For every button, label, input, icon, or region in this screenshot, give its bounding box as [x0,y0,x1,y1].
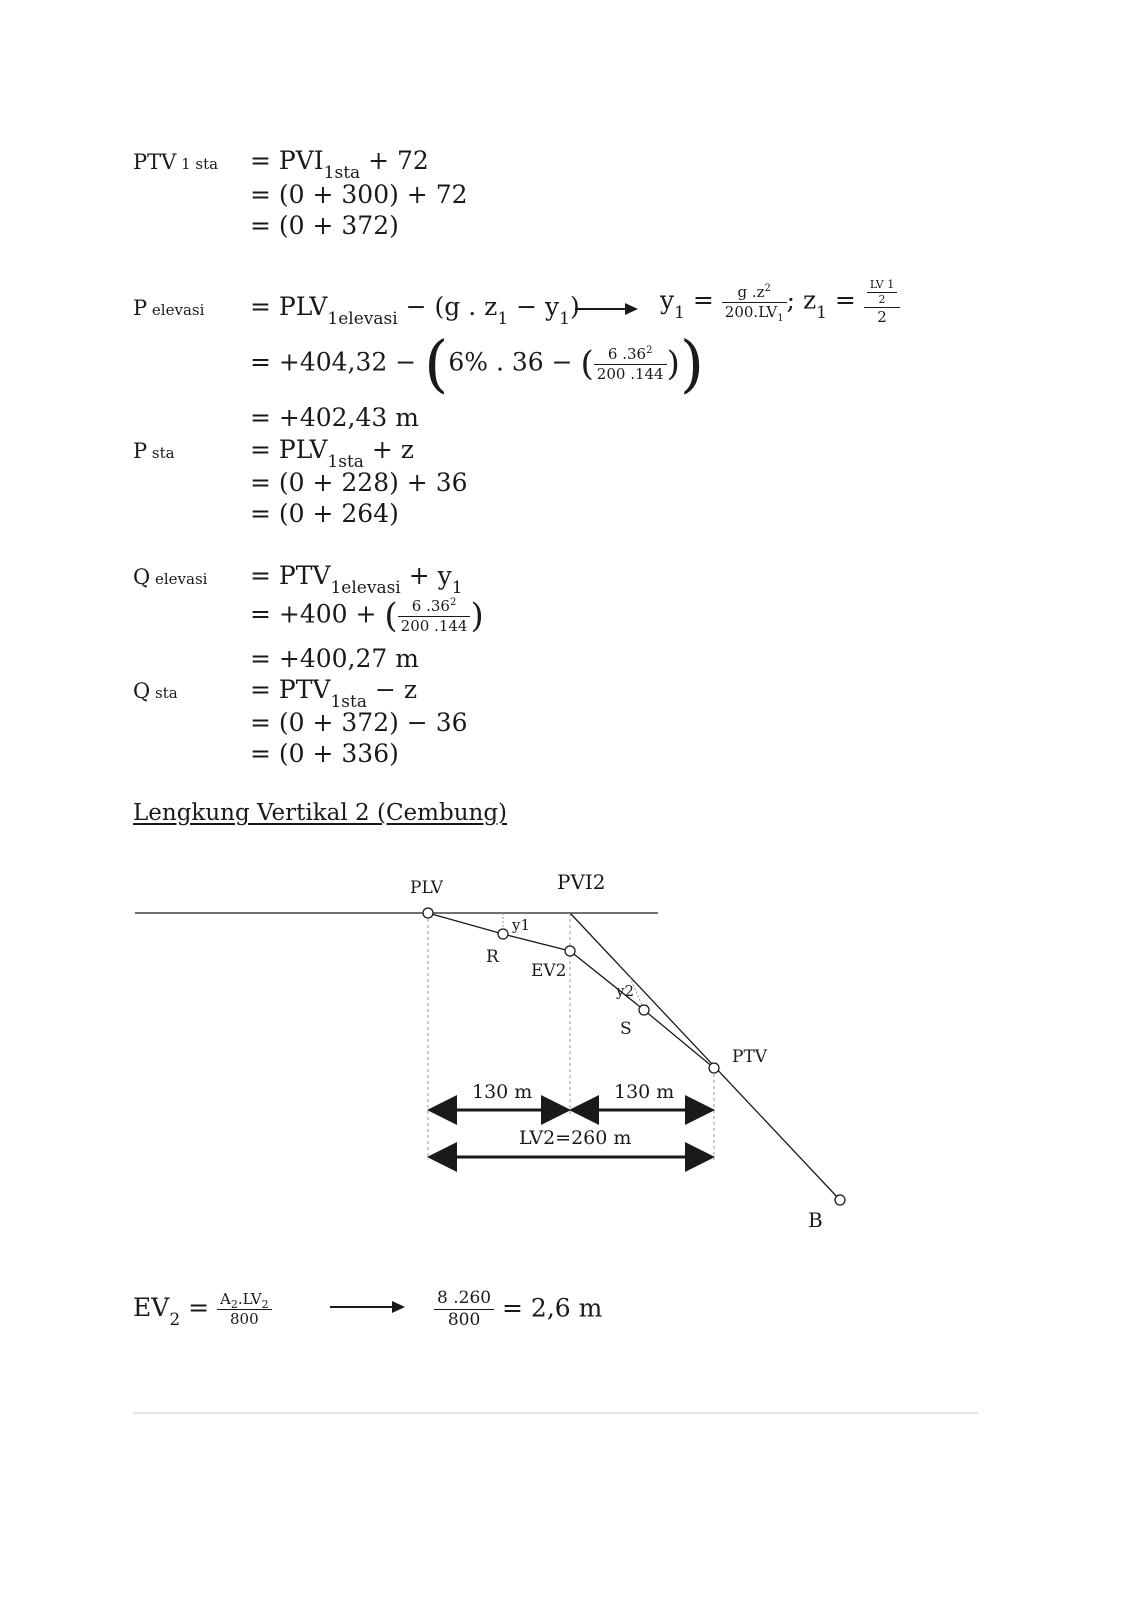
point-plv [423,908,433,918]
point-s [639,1005,649,1015]
fraction-result: $\frac{8 .260}{800}$ [434,1288,494,1332]
final-result: $\frac{8 .260}{800}$ = 2,6 m [434,1288,602,1332]
eq-p-elevasi-line1: = $PLV_{1elevasi} - (g$ . $z_1 - y_1$) [250,292,580,329]
label-y2: y2 [616,982,635,1000]
fraction-z1: $\frac{\frac{LV 1}{2}}{2}$ [864,278,900,326]
vertical-curve-line [428,913,714,1068]
label-dim-right: 130 m [614,1081,675,1103]
point-r [498,929,508,939]
label-r: R [486,947,499,967]
point-ptv [709,1063,719,1073]
fraction-p-elevasi: $\frac{6 .36^2}{200 .144}$ [594,345,667,384]
eq-ptv1-sta-line2: = (0 + 300) + 72 [250,180,468,209]
arrow-icon-final [330,1299,406,1315]
label-ptv: PTV [732,1047,768,1067]
eq-ptv1-sta-line1: = $PVI_{1sta} + 72$ [250,146,429,183]
fraction-ev2: $\frac{A_2.LV_2}{800}$ [217,1290,272,1329]
label-q-elevasi: Q elevasi [133,565,208,589]
eq-q-sta-line2: = (0 + 372) − 36 [250,708,468,737]
label-s: S [620,1019,632,1039]
eq-p-sta-line1: = $PLV_{1sta} + z$ [250,435,414,472]
point-ev [565,946,575,956]
section-heading: Lengkung Vertikal 2 (Cembung) [133,800,508,826]
label-dim-total: LV2=260 m [519,1127,632,1149]
eq-p-sta-line3: = (0 + 264) [250,499,399,528]
label-p-elevasi: P elevasi [133,296,205,320]
eq-p-elevasi-line3: = +402,43 m [250,403,419,432]
label-pvi: PVI2 [557,870,606,894]
eq-q-sta-line1: = $PTV_{1sta} - z$ [250,675,417,712]
label-plv: PLV [410,878,443,898]
label-y1: y1 [512,916,531,934]
point-b [835,1195,845,1205]
eq-q-sta-line3: = (0 + 336) [250,739,399,768]
formula-y1-z1: $y_1$ = $\frac{g .z^2}{200.LV_1}$ ; $z_1$ = $\frac{\frac{LV 1}{2}}{2}$ [660,278,900,326]
eq-p-sta-line2: = (0 + 228) + 36 [250,468,468,497]
eq-q-elevasi-line3: = +400,27 m [250,644,419,673]
footer-divider [133,1412,978,1414]
vertical-curve-diagram [0,860,1131,1240]
label-p-sta: P sta [133,439,175,463]
eq-ptv1-sta-line3: = (0 + 372) [250,211,399,240]
fraction-y1: $\frac{g .z^2}{200.LV_1}$ [722,283,787,322]
label-ptv1-sta: PTV 1 sta [133,150,219,174]
label-q-sta: Q sta [133,679,178,703]
final-formula-ev2: $EV_2$ = $\frac{A_2.LV_2}{800}$ [133,1290,272,1329]
eq-q-elevasi-line2: = +400 + ( $\frac{6 .36^2}{200 .144}$ ) [250,596,484,636]
fraction-q-elevasi: $\frac{6 .36^2}{200 .144}$ [398,597,471,636]
eq-p-elevasi-line2: = +404,32 − (6% . 36 − ( $\frac{6 .36^2}{200 .144}$ )) [250,327,705,400]
label-dim-left: 130 m [472,1081,533,1103]
label-b: B [808,1208,823,1232]
eq-q-elevasi-line1: = $PTV_{1elevasi} + y_1$ [250,561,463,598]
label-ev: EV2 [531,961,567,981]
arrow-icon [575,301,639,317]
